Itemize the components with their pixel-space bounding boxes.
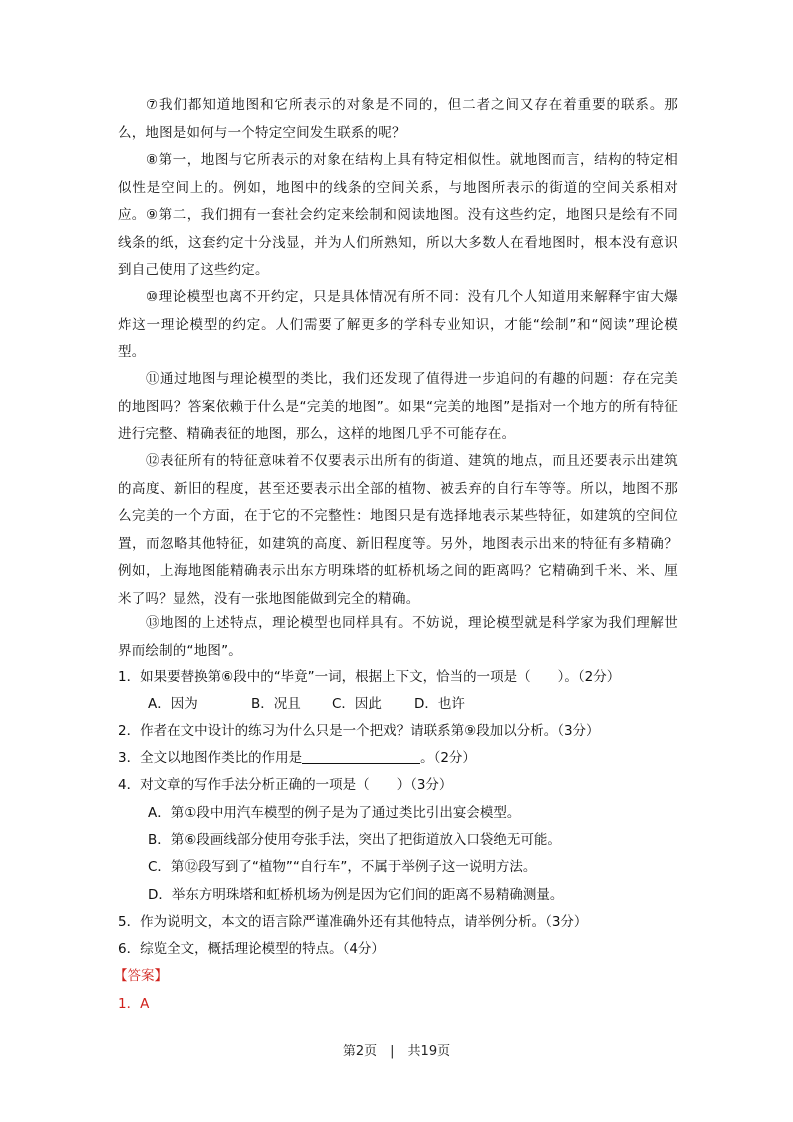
answer-blank[interactable]: [302, 749, 420, 764]
paragraph-11: ⑪通过地图与理论模型的类比，我们还发现了值得进一步追问的有趣的问题：存在完美的地图吗？答案依赖于什么是“完美的地图”。如果“完美的地图”是指对一个地方的所有特征进行完整、精确表征的地图，那么，这样的地图几乎不可能存在。: [118, 371, 678, 442]
q3-prefix: 3．全文以地图作类比的作用是: [118, 750, 303, 766]
question-3: [118, 748, 688, 768]
q4-option-c: C．第⑫段写到了“植物”“自行车”，不属于举例子这一说明方法。: [148, 859, 537, 875]
paragraph-7: ⑦我们都知道地图和它所表示的对象是不同的，但二者之间又存在着重要的联系。那么，地图是如何与一个特定空间发生联系的呢？: [118, 97, 678, 141]
q1-option-a: A．因为: [148, 696, 198, 712]
q3-suffix: 。（2分）: [420, 750, 476, 766]
q1-option-b: B．况且: [251, 696, 301, 712]
question-5: 5．作为说明文，本文的语言除严谨准确外还有其他特点，请举例分析。（3分）: [118, 914, 588, 930]
question-1: 1．如果要替换第⑥段中的“毕竟”一词，根据上下文，恰当的一项是（ ）。（2分）: [118, 669, 621, 685]
paragraph-9: ⑨第二，我们拥有一套社会约定来绘制和阅读地图。没有这些约定，地图只是绘有不同线条的纸，这套约定十分浅显，并为人们所熟知，所以大多数人在看地图时，根本没有意识到自己使用了这些约定。: [118, 207, 678, 278]
paragraph-10: ⑩理论模型也离不开约定，只是具体情况有所不同：没有几个人知道用来解释宇宙大爆炸这一理论模型的约定。人们需要了解更多的学科专业知识，才能“绘制”和“阅读”理论模型。: [118, 289, 678, 360]
question-2: 2．作者在文中设计的练习为什么只是一个把戏？请联系第⑨段加以分析。（3分）: [118, 723, 600, 739]
question-6: 6．综览全文，概括理论模型的特点。（4分）: [118, 941, 385, 957]
q1-option-d: D．也许: [414, 696, 465, 712]
q4-option-b: B．第⑥段画线部分使用夸张手法，突出了把街道放入口袋绝无可能。: [148, 832, 561, 848]
paragraph-8: ⑧第一，地图与它所表示的对象在结构上具有特定相似性。就地图而言，结构的特定相似性是空间上的。例如，地图中的线条的空间关系，与地图所表示的街道的空间关系相对应。: [118, 152, 678, 223]
answer-heading: 【答案】: [114, 968, 168, 984]
q4-option-d: D．举东方明珠塔和虹桥机场为例是因为它们间的距离不易精确测量。: [148, 887, 564, 903]
page-footer: 第2页 | 共19页: [342, 1044, 451, 1059]
q1-option-c: C．因此: [332, 696, 382, 712]
q4-option-a: A．第①段中用汽车模型的例子是为了通过类比引出宴会模型。: [148, 805, 521, 821]
question-4: 4．对文章的写作手法分析正确的一项是（ ）（3分）: [118, 777, 453, 793]
paragraph-13: ⑬地图的上述特点，理论模型也同样具有。不妨说，理论模型就是科学家为我们理解世界而绘制的“地图”。: [118, 615, 678, 659]
paragraph-12: ⑫表征所有的特征意味着不仅要表示出所有的街道、建筑的地点，而且还要表示出建筑的高度、新旧的程度，甚至还要表示出全部的植物、被丢弃的自行车等等。所以，地图不那么完美的一个方面，在于它的不完整性：地图只是有选择地表示某些特征，如建筑的空间位置，而忽略其他特征，如建筑的高度、新旧程度等。另外，地图表示出来的特征有多精确？例如，上海地图能精确表示出东方明珠塔的虹桥机场之间的距离吗？它精确到千米、米、厘米了吗？显然，没有一张地图能做到完全的精确。: [118, 453, 678, 607]
answer-line-1: 1．A: [118, 996, 150, 1012]
